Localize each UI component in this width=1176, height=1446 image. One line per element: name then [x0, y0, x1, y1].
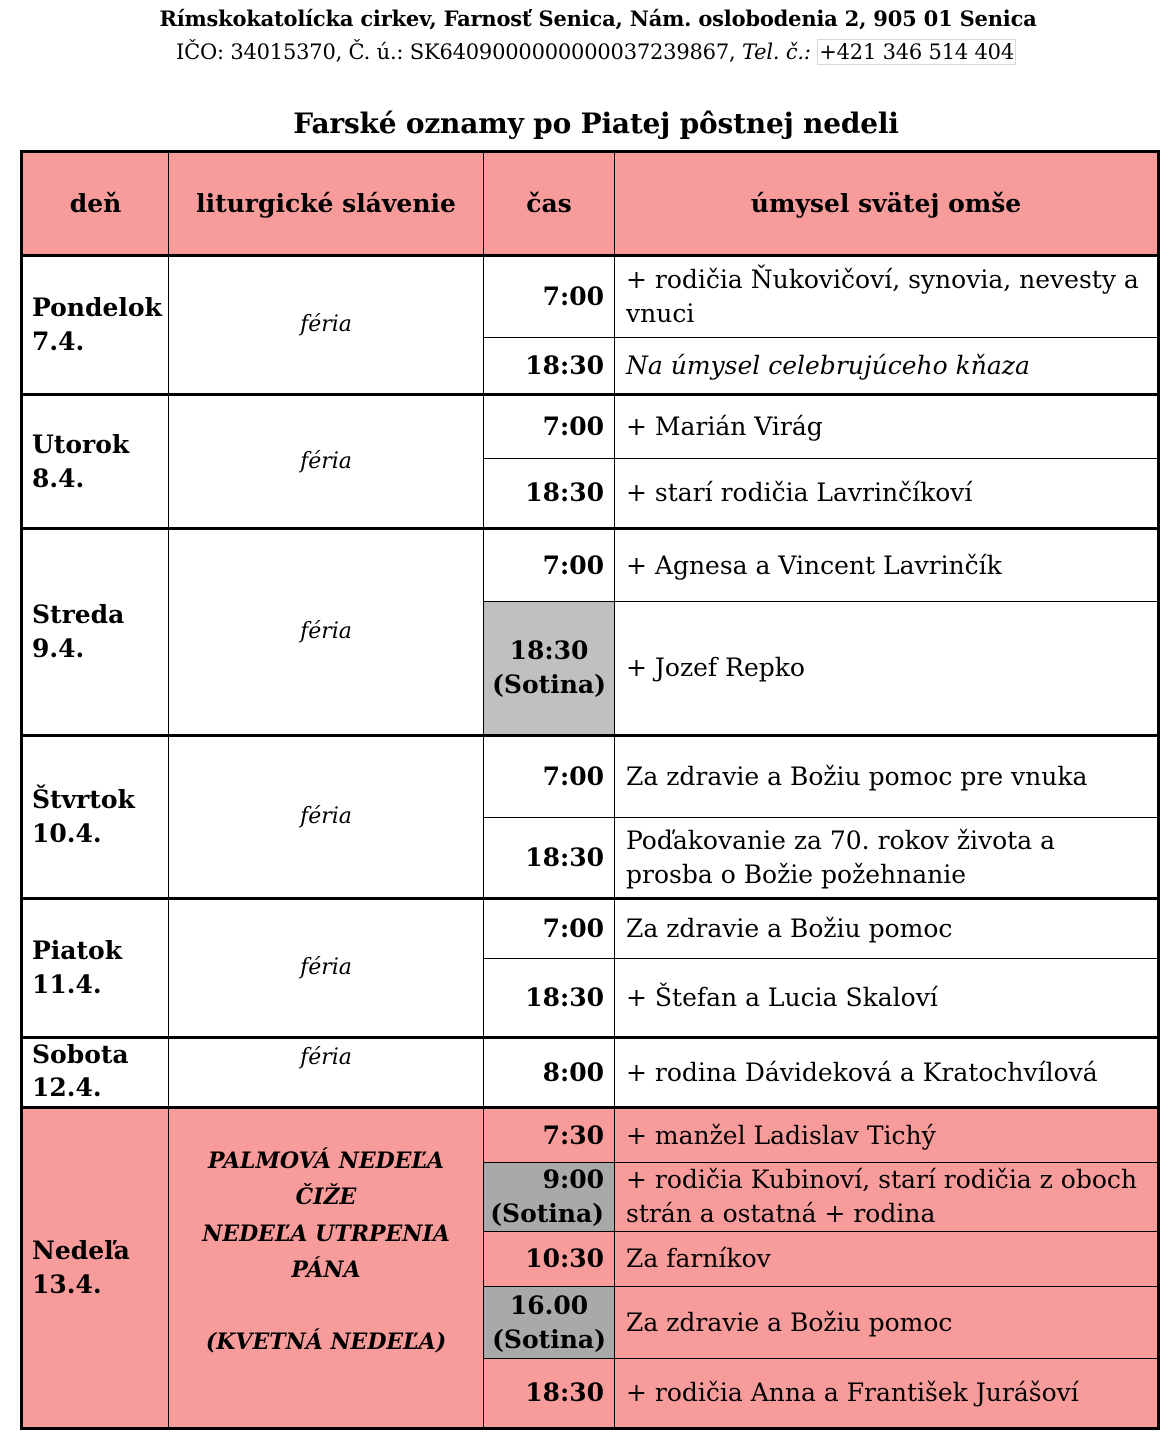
time-cell: 7:30	[484, 1108, 615, 1163]
intention-cell: + rodina Dávideková a Kratochvílová	[615, 1038, 1159, 1108]
time-cell: 18:30	[484, 1359, 615, 1429]
intention-cell: + rodičia Ňukovičoví, synovia, nevesty a vnuci	[615, 256, 1159, 338]
liturgy-cell: féria	[169, 899, 484, 1038]
parish-name-line: Rímskokatolícka cirkev, Farnosť Senica, Nám. oslobodenia 2, 905 01 Senica	[159, 6, 1037, 31]
day-cell-sunday: Nedeľa 13.4.	[22, 1108, 169, 1429]
table-row	[22, 529, 1159, 602]
day-cell: Štvrtok 10.4.	[22, 736, 169, 899]
liturgy-cell: féria	[169, 395, 484, 529]
intention-cell: + Agnesa a Vincent Lavrinčík	[615, 529, 1159, 602]
day-cell: Pondelok 7.4.	[22, 256, 169, 395]
intention-cell: + starí rodičia Lavrinčíkoví	[615, 459, 1159, 529]
tel-value[interactable]: +421 346 514 404	[819, 40, 1014, 64]
col-header-day: deň	[22, 152, 169, 256]
page-title: Farské oznamy po Piatej pôstnej nedeli	[293, 107, 899, 140]
time-cell: 18:30	[484, 459, 615, 529]
tel-label: Tel. č.:	[741, 40, 811, 64]
time-cell: 18:30	[484, 818, 615, 899]
intention-cell: + manžel Ladislav Tichý	[615, 1108, 1159, 1163]
liturgy-cell-sunday: PALMOVÁ NEDEĽA ČIŽE NEDEĽA UTRPENIA PÁNA (KVETNÁ NEDEĽA)	[169, 1108, 484, 1429]
table-row	[22, 736, 1159, 818]
time-cell-sotina: 9:00 (Sotina)	[484, 1163, 615, 1232]
ico-account: IČO: 34015370, Č. ú.: SK6409000000000037239867,	[175, 40, 736, 64]
time-cell: 7:00	[484, 256, 615, 338]
intention-cell: + rodičia Kubinoví, starí rodičia z oboch strán a ostatná + rodina	[615, 1163, 1159, 1232]
liturgy-cell: féria	[169, 736, 484, 899]
intention-cell: Za farníkov	[615, 1232, 1159, 1287]
table-row	[22, 1038, 1159, 1108]
table-row	[22, 395, 1159, 459]
table-row	[22, 899, 1159, 959]
day-cell: Piatok 11.4.	[22, 899, 169, 1038]
table-row	[22, 1108, 1159, 1163]
parish-info-line	[0, 40, 1176, 64]
liturgy-cell: féria	[169, 256, 484, 395]
col-header-liturgy: liturgické slávenie	[169, 152, 484, 256]
schedule-table	[20, 150, 1160, 1430]
time-cell: 18:30	[484, 959, 615, 1038]
liturgy-cell: féria	[169, 1038, 484, 1108]
liturgy-cell: féria	[169, 529, 484, 736]
time-cell-sotina: 16.00 (Sotina)	[484, 1287, 615, 1359]
table-row	[22, 256, 1159, 338]
time-cell: 8:00	[484, 1038, 615, 1108]
col-header-time: čas	[484, 152, 615, 256]
intention-cell: + Jozef Repko	[615, 602, 1159, 736]
intention-cell: + Marián Virág	[615, 395, 1159, 459]
time-cell: 18:30	[484, 338, 615, 395]
time-cell: 7:00	[484, 529, 615, 602]
day-cell: Streda 9.4.	[22, 529, 169, 736]
intention-cell: Za zdravie a Božiu pomoc	[615, 899, 1159, 959]
intention-cell: + Štefan a Lucia Skaloví	[615, 959, 1159, 1038]
day-cell: Utorok 8.4.	[22, 395, 169, 529]
intention-cell: Poďakovanie za 70. rokov života a prosba o Božie požehnanie	[615, 818, 1159, 899]
time-cell: 7:00	[484, 899, 615, 959]
time-cell: 10:30	[484, 1232, 615, 1287]
time-cell: 7:00	[484, 736, 615, 818]
col-header-intention: úmysel svätej omše	[615, 152, 1159, 256]
time-cell-sotina: 18:30 (Sotina)	[484, 602, 615, 736]
intention-cell: Za zdravie a Božiu pomoc	[615, 1287, 1159, 1359]
time-cell: 7:00	[484, 395, 615, 459]
intention-cell: + rodičia Anna a František Jurášoví	[615, 1359, 1159, 1429]
intention-cell: Za zdravie a Božiu pomoc pre vnuka	[615, 736, 1159, 818]
table-header-row	[22, 152, 1159, 256]
day-cell: Sobota 12.4.	[22, 1038, 169, 1108]
intention-cell: Na úmysel celebrujúceho kňaza	[615, 338, 1159, 395]
